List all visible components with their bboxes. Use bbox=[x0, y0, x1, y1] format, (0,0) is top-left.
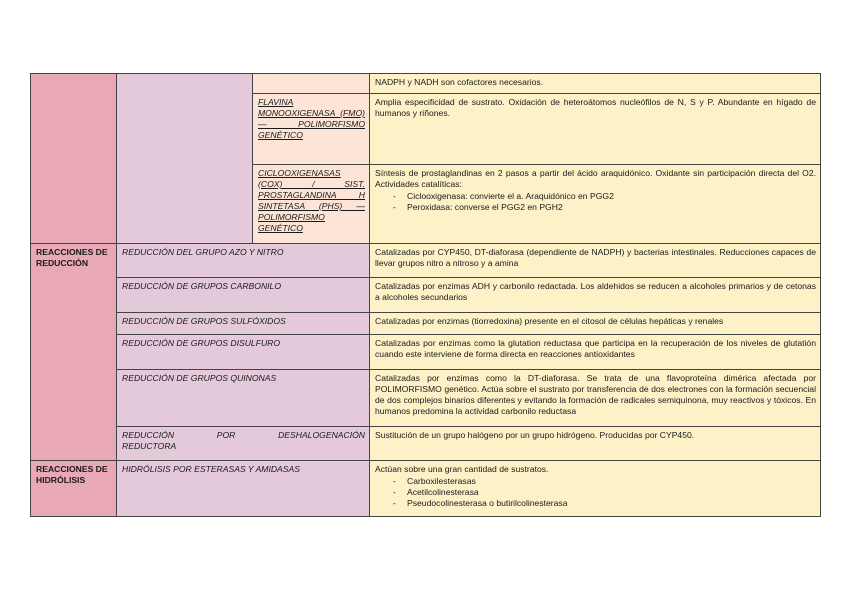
table-row bbox=[31, 244, 821, 278]
table-row bbox=[31, 427, 821, 461]
description-cell-azo: Catalizadas por CYP450, DT-diaforasa (dependiente de NADPH) y bacterias intestinales. Reducciones capaces de llevar grupos nitro a nitroso y a amina bbox=[370, 244, 821, 278]
description-cell-cox bbox=[370, 165, 821, 244]
reaction-title-carbonilo: REDUCCIÓN DE GRUPOS CARBONILO bbox=[117, 278, 370, 313]
description-cell-quinonas: Catalizadas por enzimas como la DT-diaforasa. Se trata de una flavoproteína dimérica afectada por POLIMORFISMO genético. Actúa sobre el sustrato por transferencia de dos electrones con la formación secuencial de dos complejos binarios diferentes y evitando la formación de radicales semiquinona, muy reactivos y tóxicos. En humanos predomina la actividad carbonilo reductasa bbox=[370, 370, 821, 427]
description-cell-fmo: Amplia especificidad de sustrato. Oxidación de heteroátomos nucleófilos de N, S y P. Abundante en hígado de humanos y riñones. bbox=[370, 94, 821, 165]
esterase-list bbox=[375, 476, 816, 509]
reaction-title-azo: REDUCCIÓN DEL GRUPO AZO Y NITRO bbox=[117, 244, 370, 278]
enzyme-cell-fmo: FLAVINA MONOOXIGENASA (FMO) — POLIMORFISMO GENÉTICO bbox=[253, 94, 370, 165]
deshalo-title-line bbox=[122, 430, 365, 441]
list-item: - Ciclooxigenasa: convierte el a. Araquidónico en PGG2 bbox=[407, 191, 816, 202]
description-cell-deshalogenacion: Sustitución de un grupo halógeno por un grupo hidrógeno. Producidas por CYP450. bbox=[370, 427, 821, 461]
enzyme-cell-cox: CICLOOXIGENASAS (COX) / SIST. PROSTAGLANDINA H SINTETASA (PHS) — POLIMORFISMO GENÉTICO bbox=[253, 165, 370, 244]
enzyme-cell-empty bbox=[253, 74, 370, 94]
table-row bbox=[31, 370, 821, 427]
cox-activity-list bbox=[375, 191, 816, 213]
description-cell: NADPH y NADH son cofactores necesarios. bbox=[370, 74, 821, 94]
hidrolisis-description-text: Actúan sobre una gran cantidad de sustratos. bbox=[375, 464, 549, 474]
deshalo-word: REDUCCIÓN bbox=[122, 430, 175, 440]
reaction-title-disulfuro: REDUCCIÓN DE GRUPOS DISULFURO bbox=[117, 335, 370, 370]
category-cell-hydrolysis: REACCIONES DE HIDRÓLISIS bbox=[31, 461, 117, 517]
table-row bbox=[31, 461, 821, 517]
deshalo-word: REDUCTORA bbox=[122, 441, 177, 451]
reaction-title-quinonas: REDUCCIÓN DE GRUPOS QUINONAS bbox=[117, 370, 370, 427]
deshalo-word: DESHALOGENACIÓN bbox=[278, 430, 365, 440]
table-row bbox=[31, 313, 821, 335]
subcategory-cell-oxidation bbox=[117, 74, 253, 244]
reaction-title-deshalogenacion bbox=[117, 427, 370, 461]
description-cell-disulfuro: Catalizadas por enzimas como la glutation reductasa que participa en la recuperación de los niveles de glutatión cuando este interviene de forma directa en reacciones antioxidantes bbox=[370, 335, 821, 370]
list-item: - Acetilcolinesterasa bbox=[407, 487, 816, 498]
cox-description-text: Síntesis de prostaglandinas en 2 pasos a partir del ácido araquidónico. Oxidante sin participación directa del O2. Actividades catalíticas: bbox=[375, 168, 816, 189]
list-item: - Peroxidasa: converse el PGG2 en PGH2 bbox=[407, 202, 816, 213]
table-row bbox=[31, 278, 821, 313]
description-cell-sulfoxidos: Catalizadas por enzimas (tiorredoxina) presente en el citosol de células hepáticas y renales bbox=[370, 313, 821, 335]
reaction-title-hidrolisis: HIDRÓLISIS POR ESTERASAS Y AMIDASAS bbox=[117, 461, 370, 517]
reaction-title-sulfoxidos: REDUCCIÓN DE GRUPOS SULFÓXIDOS bbox=[117, 313, 370, 335]
list-item: - Pseudocolinesterasa o butirilcolinesterasa bbox=[407, 498, 816, 509]
description-cell-carbonilo: Catalizadas por enzimas ADH y carbonilo redactada. Los aldehidos se reducen a alcoholes primarios y de cetonas a alcoholes secundarios bbox=[370, 278, 821, 313]
table-row bbox=[31, 74, 821, 94]
category-cell-oxidation bbox=[31, 74, 117, 244]
deshalo-word: POR bbox=[216, 430, 236, 440]
metabolism-table bbox=[30, 73, 821, 517]
category-cell-reduction: REACCIONES DE REDUCCIÓN bbox=[31, 244, 117, 461]
table-row bbox=[31, 335, 821, 370]
description-cell-hidrolisis bbox=[370, 461, 821, 517]
list-item: - Carboxilesterasas bbox=[407, 476, 816, 487]
